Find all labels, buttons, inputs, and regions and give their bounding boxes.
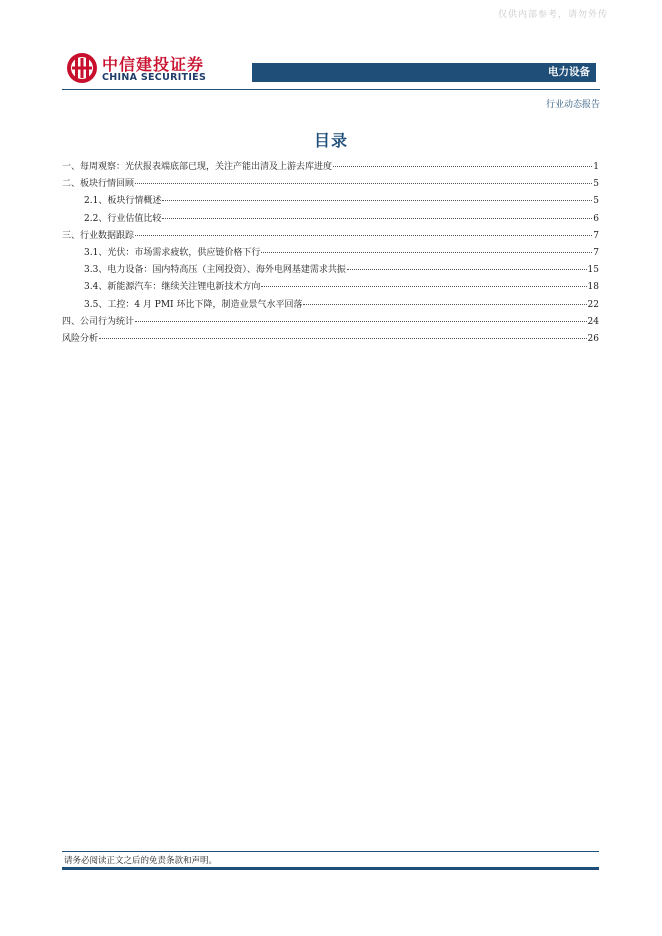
toc-entry-page: 26: [587, 333, 599, 344]
footer-bar: [62, 867, 599, 870]
toc-leader-dots: [162, 218, 592, 219]
toc-entry-page: 15: [587, 265, 599, 276]
toc-leader-dots: [347, 269, 587, 270]
toc-entry-label: 三、行业数据跟踪: [62, 230, 135, 241]
toc-entry-page: 24: [587, 316, 599, 327]
toc-leader-dots: [99, 338, 587, 339]
toc-entry-section-4[interactable]: [62, 314, 599, 331]
toc-entry-label: 一、每周观察：光伏报表端底部已现，关注产能出清及上游去库进度: [62, 162, 333, 172]
toc-entry-label: 3.5、工控：4 月 PMI 环比下降，制造业景气水平回落: [84, 299, 303, 310]
toc-entry-section-2-1[interactable]: [62, 193, 599, 210]
industry-banner: 电力设备: [252, 63, 596, 82]
toc-entry-risk-analysis[interactable]: [62, 331, 599, 348]
toc-leader-dots: [261, 252, 592, 253]
logo-text-en: CHINA SECURITIES: [102, 72, 207, 83]
header-divider: [62, 89, 600, 90]
toc-entry-page: 5: [593, 196, 599, 207]
company-logo: [66, 52, 216, 86]
toc-entry-page: 7: [593, 247, 599, 258]
toc-entry-label: 3.4、新能源汽车：继续关注锂电新技术方向: [84, 282, 261, 293]
toc-entry-label: 3.1、光伏：市场需求疲软，供应链价格下行: [84, 247, 261, 258]
table-of-contents: [62, 159, 599, 348]
toc-leader-dots: [135, 235, 592, 236]
toc-entry-section-1[interactable]: [62, 159, 599, 176]
toc-entry-section-3-4[interactable]: [62, 279, 599, 296]
toc-leader-dots: [135, 183, 592, 184]
disclaimer-note: 请务必阅读正文之后的免责条款和声明。: [64, 856, 218, 866]
toc-entry-label: 3.3、电力设备：国内特高压（主网投资）、海外电网基建需求共振: [84, 265, 346, 276]
toc-leader-dots: [303, 304, 586, 305]
toc-entry-section-2-2[interactable]: [62, 211, 599, 228]
footer-divider: [62, 851, 599, 852]
toc-title: 目录: [313, 131, 348, 150]
toc-entry-page: 18: [587, 282, 599, 293]
toc-entry-section-3-1[interactable]: [62, 245, 599, 262]
toc-leader-dots: [261, 286, 586, 287]
toc-entry-page: 22: [587, 299, 599, 310]
toc-entry-label: 2.2、行业估值比较: [84, 213, 162, 224]
toc-entry-label: 2.1、板块行情概述: [84, 196, 162, 207]
toc-entry-label: 四、公司行为统计: [62, 316, 135, 327]
toc-entry-label: 风险分析: [62, 333, 99, 344]
toc-entry-section-2[interactable]: [62, 176, 599, 193]
toc-entry-label: 二、板块行情回顾: [62, 179, 135, 190]
toc-entry-page: 5: [593, 179, 599, 190]
toc-leader-dots: [162, 200, 592, 201]
toc-leader-dots: [135, 321, 587, 322]
report-type-label: 行业动态报告: [545, 100, 600, 110]
toc-entry-section-3-3[interactable]: [62, 262, 599, 279]
logo-text-cn: 中信建投证券: [102, 55, 205, 74]
toc-entry-page: 6: [593, 213, 599, 224]
watermark: 仅供内部参考，请勿外传: [497, 10, 608, 20]
china-securities-emblem-icon: [66, 52, 98, 84]
toc-entry-page: 1: [593, 162, 599, 172]
toc-entry-section-3[interactable]: [62, 228, 599, 245]
toc-entry-page: 7: [593, 230, 599, 241]
toc-leader-dots: [333, 166, 592, 167]
toc-entry-section-3-5[interactable]: [62, 297, 599, 314]
